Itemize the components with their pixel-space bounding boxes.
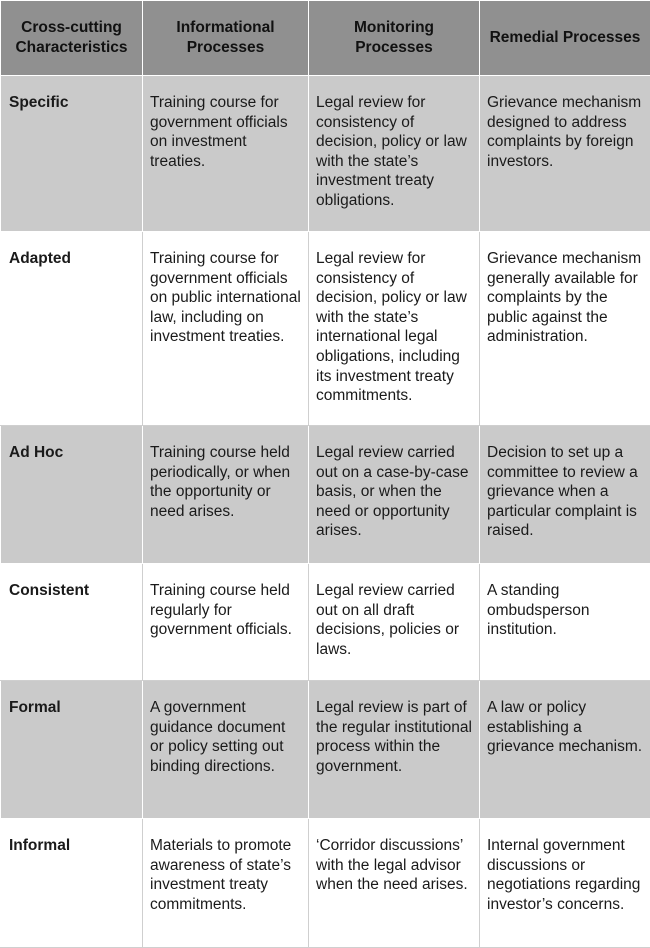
cell-remedial: Grievance mechanism designed to address complaints by foreign investors. xyxy=(480,76,650,232)
cell-remedial: Internal government discussions or negotiations regarding investor’s concerns. xyxy=(480,819,650,948)
cell-informational: Training course for government officials on public international law, including on investment treaties. xyxy=(143,232,309,426)
cell-informational: Training course held periodically, or when the opportunity or need arises. xyxy=(143,426,309,564)
row-label: Adapted xyxy=(1,232,143,426)
row-label: Informal xyxy=(1,819,143,948)
table-row-consistent xyxy=(1,564,650,681)
cell-monitoring: Legal review for consistency of decision, policy or law with the state’s international legal obligations, including its investment treaty commitments. xyxy=(309,232,480,426)
cell-remedial: A law or policy establishing a grievance mechanism. xyxy=(480,681,650,819)
header-row xyxy=(1,1,650,76)
cell-remedial: Decision to set up a committee to review a grievance when a particular complaint is raised. xyxy=(480,426,650,564)
cell-informational: A government guidance document or policy setting out binding directions. xyxy=(143,681,309,819)
table-row-adapted xyxy=(1,232,650,426)
header-informational: Informational Processes xyxy=(143,1,309,76)
row-label: Ad Hoc xyxy=(1,426,143,564)
cell-monitoring: Legal review is part of the regular institutional process within the government. xyxy=(309,681,480,819)
cell-informational: Materials to promote awareness of state’s investment treaty commitments. xyxy=(143,819,309,948)
header-characteristics: Cross-cutting Characteristics xyxy=(1,1,143,76)
row-label: Formal xyxy=(1,681,143,819)
header-remedial: Remedial Processes xyxy=(480,1,650,76)
cell-informational: Training course for government officials on investment treaties. xyxy=(143,76,309,232)
table-row-informal xyxy=(1,819,650,948)
table-body xyxy=(1,76,650,948)
table-row-ad-hoc xyxy=(1,426,650,564)
cell-monitoring: Legal review carried out on a case-by-case basis, or when the need or opportunity arises. xyxy=(309,426,480,564)
cell-remedial: A standing ombudsperson institution. xyxy=(480,564,650,681)
row-label: Specific xyxy=(1,76,143,232)
header-monitoring: Monitoring Processes xyxy=(309,1,480,76)
cell-monitoring: ‘Corridor discussions’ with the legal advisor when the need arises. xyxy=(309,819,480,948)
cell-remedial: Grievance mechanism generally available for complaints by the public against the administration. xyxy=(480,232,650,426)
table-row-specific xyxy=(1,76,650,232)
cell-informational: Training course held regularly for government officials. xyxy=(143,564,309,681)
row-label: Consistent xyxy=(1,564,143,681)
cell-monitoring: Legal review carried out on all draft decisions, policies or laws. xyxy=(309,564,480,681)
cell-monitoring: Legal review for consistency of decision, policy or law with the state’s investment treaty obligations. xyxy=(309,76,480,232)
table-row-formal xyxy=(1,681,650,819)
table-header xyxy=(1,1,650,76)
